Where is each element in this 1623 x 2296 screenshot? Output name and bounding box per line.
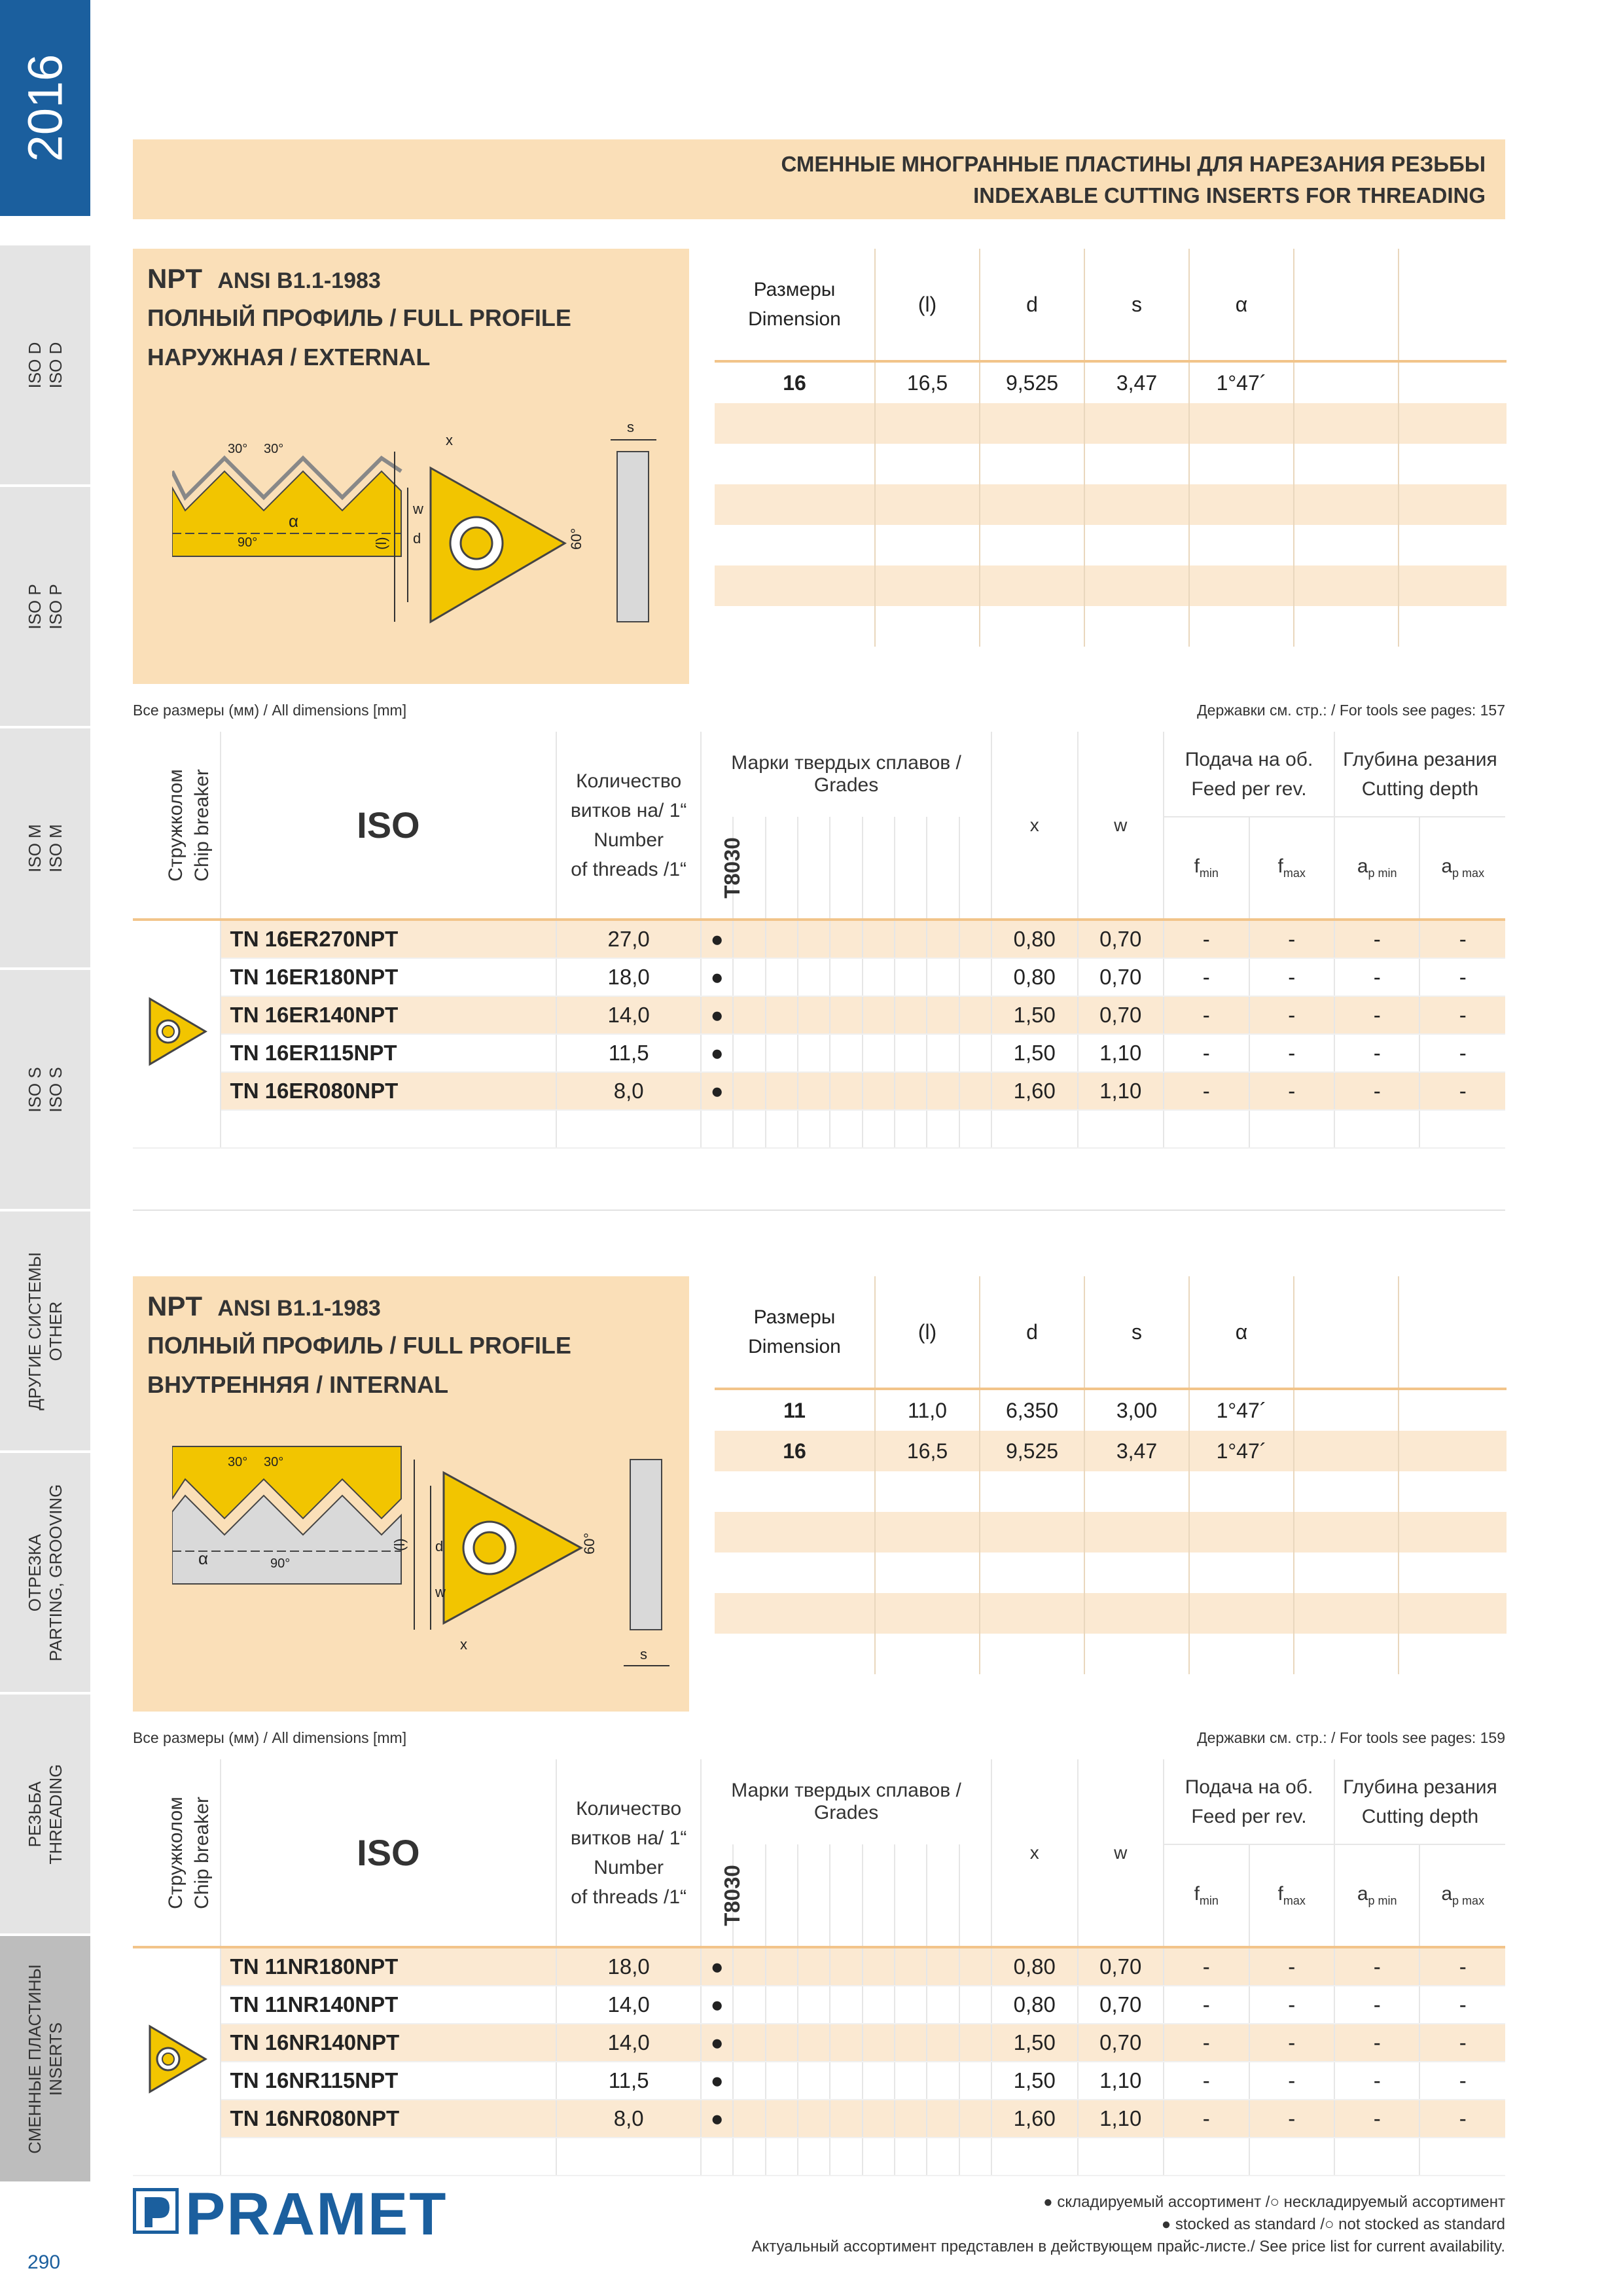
- insert-threads: 14,0: [556, 996, 701, 1034]
- label-alpha: α: [289, 511, 299, 531]
- table-row: TN 16ER140NPT 14,0 ● 1,50 0,70 - - - -: [133, 996, 1505, 1034]
- insert-threads: 11,5: [556, 2062, 701, 2100]
- insert-threads: 27,0: [556, 920, 701, 958]
- spec-type: НАРУЖНАЯ / EXTERNAL: [147, 344, 431, 370]
- sidebar-tab-line2: ISO P: [46, 583, 65, 630]
- sidebar-tab-inserts[interactable]: [0, 1936, 90, 2184]
- pramet-logo-text: PRAMET: [185, 2181, 448, 2248]
- sidebar-tab-iso-d[interactable]: [0, 245, 90, 487]
- x-header: x: [991, 1759, 1078, 1947]
- col-alpha-header: α: [1189, 249, 1294, 361]
- f-max-header: $f_{max}$: [1249, 1844, 1334, 1947]
- col-l-header: (l): [875, 249, 980, 361]
- section-divider: [133, 1210, 1505, 1211]
- spec-box-internal: [133, 1276, 689, 1712]
- insert-x: 0,80: [991, 958, 1078, 996]
- header-title-ru: СМЕННЫЕ МНОГРАННЫЕ ПЛАСТИНЫ ДЛЯ НАРЕЗАНИЯ РЕЗЬБЫ: [781, 152, 1486, 176]
- sidebar-tab-threading[interactable]: [0, 1695, 90, 1936]
- chip-breaker-header: Стружколом Chip breaker: [133, 1759, 221, 1947]
- page-number: 290: [27, 2251, 61, 2273]
- label-w: w: [435, 1584, 446, 1600]
- header-title-en: INDEXABLE CUTTING INSERTS FOR THREADING: [973, 183, 1486, 207]
- col-alpha-header: α: [1189, 1276, 1294, 1389]
- stock-dot: ●: [701, 2024, 733, 2062]
- insert-w: 1,10: [1078, 1034, 1164, 1072]
- insert-x: 1,60: [991, 1072, 1078, 1110]
- insert-code: TN 11NR140NPT: [221, 1986, 557, 2024]
- label-60: 60°: [581, 1532, 597, 1554]
- dim-header: Размеры Dimension: [715, 249, 875, 361]
- table-row: [133, 1110, 1505, 1148]
- insert-x: 0,80: [991, 1986, 1078, 2024]
- insert-threads: 11,5: [556, 1034, 701, 1072]
- insert-threads: 8,0: [556, 2100, 701, 2138]
- x-header: x: [991, 732, 1078, 920]
- insert-w: 1,10: [1078, 2100, 1164, 2138]
- sidebar-tab-line1: ОТРЕЗКА: [25, 1534, 45, 1611]
- dim-row: [715, 1431, 1507, 1471]
- spec-type: ВНУТРЕННЯЯ / INTERNAL: [147, 1371, 449, 1398]
- tools-pages-note[interactable]: Державки см. стр.: / For tools see pages: 159: [1197, 1729, 1505, 1746]
- table-row: TN 16ER180NPT 18,0 ● 0,80 0,70 - - - -: [133, 958, 1505, 996]
- sidebar-tab-line1: ISO S: [25, 1066, 45, 1113]
- sidebar-tab-line2: OTHER: [46, 1301, 65, 1361]
- sidebar-tab-iso-p[interactable]: [0, 487, 90, 728]
- stock-dot: ●: [701, 920, 733, 958]
- col-s-header: s: [1084, 249, 1189, 361]
- dim-s: 3,00: [1084, 1389, 1189, 1431]
- dim-l: 16,5: [875, 1431, 980, 1471]
- insert-threads: 18,0: [556, 1947, 701, 1986]
- iso-header: ISO: [221, 732, 557, 920]
- dim-d: 9,525: [980, 1431, 1084, 1471]
- legend-line: Актуальный ассортимент представлен в действующем прайс-листе./ See price list for current availability.: [751, 2238, 1505, 2255]
- col-d-header: d: [980, 249, 1084, 361]
- sidebar-tab-line1: ISO M: [25, 823, 45, 872]
- dim-row: [715, 361, 1507, 403]
- sidebar-tab-iso-s[interactable]: [0, 970, 90, 1211]
- label-30b: 30°: [264, 442, 284, 456]
- chip-breaker-icon: [133, 1947, 221, 2176]
- insert-x: 1,50: [991, 2024, 1078, 2062]
- chip-breaker-header: Стружколом Chip breaker: [133, 732, 221, 920]
- dim-l: 11,0: [875, 1389, 980, 1431]
- insert-w: 0,70: [1078, 2024, 1164, 2062]
- label-l: (l): [391, 1538, 408, 1551]
- insert-threads: 18,0: [556, 958, 701, 996]
- insert-code: TN 16ER180NPT: [221, 958, 557, 996]
- insert-w: 0,70: [1078, 1986, 1164, 2024]
- col-d-header: d: [980, 1276, 1084, 1389]
- insert-code: TN 16ER115NPT: [221, 1034, 557, 1072]
- ap-min-header: $a_{p min}$: [1334, 1844, 1419, 1947]
- f-min-header: $f_{min}$: [1164, 817, 1249, 920]
- insert-w: 1,10: [1078, 2062, 1164, 2100]
- sidebar-tab-line1: ISO D: [25, 342, 45, 388]
- insert-code: TN 16ER080NPT: [221, 1072, 557, 1110]
- table-row: TN 11NR180NPT 18,0 ● 0,80 0,70 - - - -: [133, 1947, 1505, 1986]
- col-l-header: (l): [875, 1276, 980, 1389]
- stock-dot: ●: [701, 1947, 733, 1986]
- dim-size: 16: [715, 361, 875, 403]
- all-dimensions-note: Все размеры (мм) / All dimensions [mm]: [133, 702, 407, 719]
- spec-title: NPT ANSI B1.1-1983: [147, 263, 381, 294]
- table-row: TN 16NR080NPT 8,0 ● 1,60 1,10 - - - -: [133, 2100, 1505, 2138]
- insert-w: 0,70: [1078, 958, 1164, 996]
- internal-insert-diagram: [172, 1433, 683, 1695]
- grades-table-external: [133, 732, 1505, 1149]
- dim-s: 3,47: [1084, 361, 1189, 403]
- sidebar-tab-line2: PARTING, GROOVING: [46, 1484, 65, 1661]
- stock-dot: ●: [701, 958, 733, 996]
- insert-code: TN 16NR080NPT: [221, 2100, 557, 2138]
- sidebar-tab-line2: ISO S: [46, 1066, 65, 1113]
- all-dimensions-note: Все размеры (мм) / All dimensions [mm]: [133, 1729, 407, 1746]
- dimension-table-external: [715, 249, 1507, 647]
- insert-w: 0,70: [1078, 1947, 1164, 1986]
- insert-w: 0,70: [1078, 996, 1164, 1034]
- table-row: TN 11NR140NPT 14,0 ● 0,80 0,70 - - - -: [133, 1986, 1505, 2024]
- sidebar-tab-line1: СМЕННЫЕ ПЛАСТИНЫ: [25, 1964, 45, 2154]
- grades-header: Марки твердых сплавов / Grades: [701, 732, 991, 817]
- sidebar-tab-line2: ISO D: [46, 342, 65, 388]
- dim-header: Размеры Dimension: [715, 1276, 875, 1389]
- stock-dot: ●: [701, 2100, 733, 2138]
- stock-dot: ●: [701, 2062, 733, 2100]
- pramet-logo: [133, 2181, 448, 2248]
- grades-header: Марки твердых сплавов / Grades: [701, 1759, 991, 1844]
- dim-d: 9,525: [980, 361, 1084, 403]
- insert-x: 1,50: [991, 1034, 1078, 1072]
- grade-t8030-header: T8030: [701, 1844, 733, 1947]
- insert-x: 1,60: [991, 2100, 1078, 2138]
- threads-header: Количество витков на/ 1“ Number of threads /1“: [556, 732, 701, 920]
- external-insert-diagram: [172, 406, 683, 668]
- ap-max-header: $a_{p max}$: [1441, 855, 1485, 880]
- label-s: s: [627, 419, 634, 435]
- table-row: TN 16NR115NPT 11,5 ● 1,50 1,10 - - - -: [133, 2062, 1505, 2100]
- triangle-insert-icon: [143, 996, 209, 1067]
- table-row: [133, 2138, 1505, 2176]
- insert-threads: 14,0: [556, 2024, 701, 2062]
- dim-d: 6,350: [980, 1389, 1084, 1431]
- sidebar-tab-line2: THREADING: [46, 1763, 65, 1865]
- stock-dot: ●: [701, 1986, 733, 2024]
- dim-size: 11: [715, 1389, 875, 1431]
- sidebar-tab-line2: INSERTS: [46, 2022, 65, 2096]
- insert-w: 0,70: [1078, 920, 1164, 958]
- table-row: TN 16ER115NPT 11,5 ● 1,50 1,10 - - - -: [133, 1034, 1505, 1072]
- sidebar-tab-line2: ISO M: [46, 823, 65, 872]
- spec-title: NPT ANSI B1.1-1983: [147, 1291, 381, 1321]
- insert-x: 1,50: [991, 2062, 1078, 2100]
- pramet-logo-icon: [133, 2188, 179, 2234]
- insert-code: TN 16ER140NPT: [221, 996, 557, 1034]
- w-header: w: [1078, 732, 1164, 920]
- legend-line: ● складируемый ассортимент /○ нескладируемый ассортимент: [1043, 2193, 1505, 2211]
- table-row: TN 16ER080NPT 8,0 ● 1,60 1,10 - - - -: [133, 1072, 1505, 1110]
- triangle-insert-icon: [143, 2023, 209, 2095]
- label-30b: 30°: [264, 1455, 284, 1469]
- ap-max-header: $a_{p max}$: [1441, 1883, 1485, 1907]
- depth-header: Глубина резания Cutting depth: [1334, 1759, 1505, 1844]
- depth-header: Глубина резания Cutting depth: [1334, 732, 1505, 817]
- label-x: x: [446, 432, 453, 448]
- label-d: d: [435, 1538, 444, 1554]
- label-w: w: [413, 501, 423, 517]
- dim-alpha: 1°47´: [1189, 1431, 1294, 1471]
- dim-alpha: 1°47´: [1189, 361, 1294, 403]
- dim-row: [715, 1389, 1507, 1431]
- sidebar-tab-line1: РЕЗЬБА: [25, 1781, 45, 1847]
- tools-pages-note[interactable]: Державки см. стр.: / For tools see pages: 157: [1197, 702, 1505, 719]
- insert-threads: 14,0: [556, 1986, 701, 2024]
- grade-t8030-header: T8030: [701, 817, 733, 920]
- dim-l: 16,5: [875, 361, 980, 403]
- dim-s: 3,47: [1084, 1431, 1189, 1471]
- f-max-header: $f_{max}$: [1249, 817, 1334, 920]
- feed-header: Подача на об. Feed per rev.: [1164, 732, 1334, 817]
- iso-header: ISO: [221, 1759, 557, 1947]
- sidebar-tab-iso-m[interactable]: [0, 728, 90, 970]
- label-s: s: [640, 1646, 647, 1662]
- ap-min-header: $a_{p min}$: [1334, 817, 1419, 920]
- insert-threads: 8,0: [556, 1072, 701, 1110]
- chip-breaker-icon: [133, 920, 221, 1148]
- label-90: 90°: [270, 1556, 291, 1571]
- label-d: d: [413, 530, 421, 547]
- label-30a: 30°: [228, 1455, 248, 1469]
- w-header: w: [1078, 1759, 1164, 1947]
- label-90: 90°: [238, 535, 258, 550]
- insert-x: 1,50: [991, 996, 1078, 1034]
- spec-box-external: [133, 249, 689, 684]
- sidebar-tab-line1: ДРУГИЕ СИСТЕМЫ: [25, 1251, 45, 1410]
- insert-x: 0,80: [991, 920, 1078, 958]
- stock-dot: ●: [701, 996, 733, 1034]
- year-tab: [0, 0, 90, 216]
- threads-header: Количество витков на/ 1“ Number of threads /1“: [556, 1759, 701, 1947]
- grades-table-internal: [133, 1759, 1505, 2176]
- year-label: 2016: [18, 54, 73, 162]
- label-alpha: α: [198, 1549, 209, 1568]
- stock-dot: ●: [701, 1034, 733, 1072]
- feed-header: Подача на об. Feed per rev.: [1164, 1759, 1334, 1844]
- insert-code: TN 16NR140NPT: [221, 2024, 557, 2062]
- sidebar-tab-line1: ISO P: [25, 583, 45, 630]
- sidebar-tab-other[interactable]: [0, 1211, 90, 1453]
- label-l: (l): [373, 537, 389, 550]
- dimension-table-internal: [715, 1276, 1507, 1674]
- legend-line: ● stocked as standard /○ not stocked as standard: [1161, 2215, 1505, 2233]
- insert-code: TN 16ER270NPT: [221, 920, 557, 958]
- label-x: x: [460, 1636, 467, 1653]
- label-60: 60°: [568, 528, 584, 550]
- f-min-header: $f_{min}$: [1164, 1844, 1249, 1947]
- stock-dot: ●: [701, 1072, 733, 1110]
- col-s-header: s: [1084, 1276, 1189, 1389]
- insert-w: 1,10: [1078, 1072, 1164, 1110]
- sidebar-tab-parting[interactable]: [0, 1453, 90, 1695]
- spec-profile: ПОЛНЫЙ ПРОФИЛЬ / FULL PROFILE: [147, 304, 571, 331]
- table-row: TN 16ER270NPT 27,0 ● 0,80 0,70 - - - -: [133, 920, 1505, 958]
- dim-size: 16: [715, 1431, 875, 1471]
- table-row: TN 16NR140NPT 14,0 ● 1,50 0,70 - - - -: [133, 2024, 1505, 2062]
- insert-code: TN 11NR180NPT: [221, 1947, 557, 1986]
- header-banner: [133, 139, 1505, 219]
- dim-alpha: 1°47´: [1189, 1389, 1294, 1431]
- spec-profile: ПОЛНЫЙ ПРОФИЛЬ / FULL PROFILE: [147, 1332, 571, 1359]
- stock-legend: [751, 2191, 1505, 2258]
- insert-x: 0,80: [991, 1947, 1078, 1986]
- insert-code: TN 16NR115NPT: [221, 2062, 557, 2100]
- label-30a: 30°: [228, 442, 248, 456]
